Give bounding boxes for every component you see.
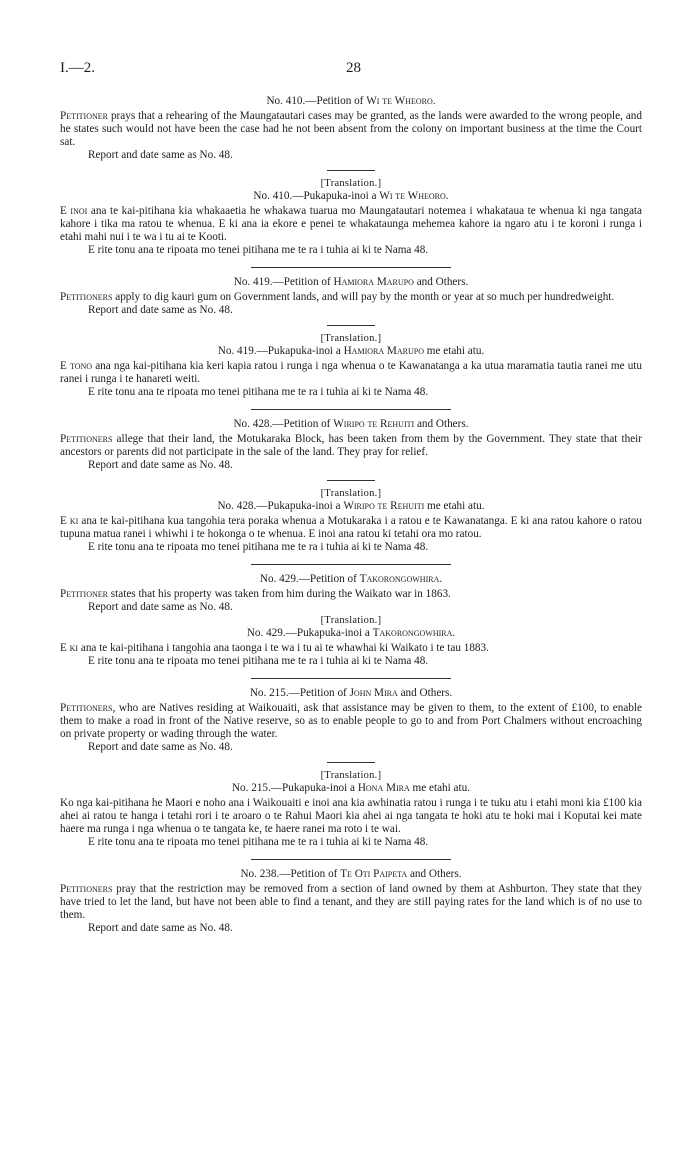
translation-heading: [Translation.] [320, 333, 382, 344]
translation-heading: [Translation.] [320, 615, 382, 626]
petition-paragraph: Petitioners, who are Natives residing at Waikouaiti, ask that assistance may be given to them, to the extent of £100, to enable them to make a road in front of the Native reserve, so as to enable people to go to and from Port Chalmers without encroaching on private property or wading through the water. [60, 702, 642, 740]
maori-report-line: E rite tonu ana te ripoata mo tenei pitihana me te ra i tuhia ai ki te Nama 48. [88, 836, 429, 848]
translation-heading: [Translation.] [320, 770, 382, 781]
page-number: 28 [346, 60, 361, 76]
maori-report-line: E rite tonu ana te ripoata mo tenei pitihana me te ra i tuhia ai ki te Nama 48. [88, 655, 429, 667]
report-line: Report and date same as No. 48. [88, 149, 233, 161]
maori-title: No. 419.—Pukapuka-inoi a Hamiora Marupo me etahi atu. [217, 345, 485, 357]
petition-title: No. 410.—Petition of Wi te Wheoro. [266, 95, 436, 107]
section-divider [251, 859, 451, 860]
maori-title: No. 410.—Pukapuka-inoi a Wi te Wheoro. [253, 190, 449, 202]
short-rule [327, 325, 375, 326]
paper-reference: I.—2. [60, 60, 95, 76]
section-divider [251, 564, 451, 565]
petition-paragraph: Petitioner states that his property was taken from him during the Waikato war in 1863. [60, 588, 451, 600]
petition-title: No. 419.—Petition of Hamiora Marupo and Others. [233, 276, 469, 288]
maori-paragraph: E inoi ana te kai-pitihana kia whakaaetia he whakawa tuarua mo Maungatautari notemea i whakataua te whenua ki nga tangata kahore i tika ma ratou te whenua. E ki ana ia ekore e penei te whakataunga mehemea kahore ia ngaro atu i te koroni i runga i etahi mahi nui i te wa i tu ai te Kooti. [60, 205, 642, 243]
petition-paragraph: Petitioner prays that a rehearing of the Maungatautari cases may be granted, as the lands were awarded to the wrong people, and he states such would not have been the case had he not been absent from the colony on important business at the time the Court sat. [60, 110, 642, 148]
page-header [60, 60, 640, 80]
section-divider [251, 678, 451, 679]
petition-paragraph: Petitioners pray that the restriction may be removed from a section of land owned by them at Ashburton. They state that they have tried to let the land, but have not been able to find a tenant, and they are still paying rates for the land which is of no use to them. [60, 883, 642, 921]
translation-heading: [Translation.] [320, 178, 382, 189]
report-line: Report and date same as No. 48. [88, 922, 233, 934]
maori-report-line: E rite tonu ana te ripoata mo tenei pitihana me te ra i tuhia ai ki te Nama 48. [88, 386, 429, 398]
petition-title: No. 429.—Petition of Takorongowhira. [259, 573, 443, 585]
maori-title: No. 429.—Pukapuka-inoi a Takorongowhira. [246, 627, 456, 639]
section-divider [251, 409, 451, 410]
report-line: Report and date same as No. 48. [88, 601, 233, 613]
maori-paragraph: E tono ana nga kai-pitihana kia keri kapia ratou i runga i nga whenua o te Kawanatanga a ka utua maramatia tautia ranei me utu ranei i runga i te hanareti weiti. [60, 360, 642, 385]
maori-paragraph: E ki ana te kai-pitihana kua tangohia tera poraka whenua a Motukaraka i a ratou e te Kawanatanga. E ki ana ratou kahore o ratou tupuna matua ranei i whiwhi i te hokonga o te whenua. E inoi ana ratou ki tetahi ora mo ratou. [60, 515, 642, 540]
short-rule [327, 762, 375, 763]
maori-title: No. 215.—Pukapuka-inoi a Hona Mira me etahi atu. [231, 782, 471, 794]
maori-paragraph: E ki ana te kai-pitihana i tangohia ana taonga i te wa i tu ai te whawhai ki Waikato i te tau 1883. [60, 642, 489, 654]
report-line: Report and date same as No. 48. [88, 459, 233, 471]
petition-title: No. 238.—Petition of Te Oti Paipeta and Others. [240, 868, 462, 880]
translation-heading: [Translation.] [320, 488, 382, 499]
short-rule [327, 480, 375, 481]
maori-paragraph: Ko nga kai-pitihana he Maori e noho ana i Waikouaiti e inoi ana kia awhinatia ratou i runga i te tuku atu i etahi moni kia £100 kia ahei ai ratou te hanga i tetahi rori i te aroaro o te Rahui Maori kia ahei ai nga tangata te hoki atu te hoki mai i Koputai kei mate haere ma runga i nga whenua o te tangata ke, te haere ranei ma roto i te wai. [60, 797, 642, 835]
petition-title: No. 215.—Petition of John Mira and Others. [249, 687, 453, 699]
report-line: Report and date same as No. 48. [88, 304, 233, 316]
maori-report-line: E rite tonu ana te ripoata mo tenei pitihana me te ra i tuhia ai ki te Nama 48. [88, 541, 429, 553]
maori-report-line: E rite tonu ana te ripoata mo tenei pitihana me te ra i tuhia ai ki te Nama 48. [88, 244, 429, 256]
maori-title: No. 428.—Pukapuka-inoi a Wiripo te Rehuiti me etahi atu. [217, 500, 485, 512]
page-content [60, 95, 642, 935]
section-divider [251, 267, 451, 268]
petition-paragraph: Petitioners apply to dig kauri gum on Government lands, and will pay by the month or year at so much per hundredweight. [60, 291, 615, 303]
petition-title: No. 428.—Petition of Wiripo te Rehuiti and Others. [233, 418, 469, 430]
report-line: Report and date same as No. 48. [88, 741, 233, 753]
petition-paragraph: Petitioners allege that their land, the Motukaraka Block, has been taken from them by the Government. They state that their ancestors or parents did not participate in the sale of the land. They pray for relief. [60, 433, 642, 458]
short-rule [327, 170, 375, 171]
